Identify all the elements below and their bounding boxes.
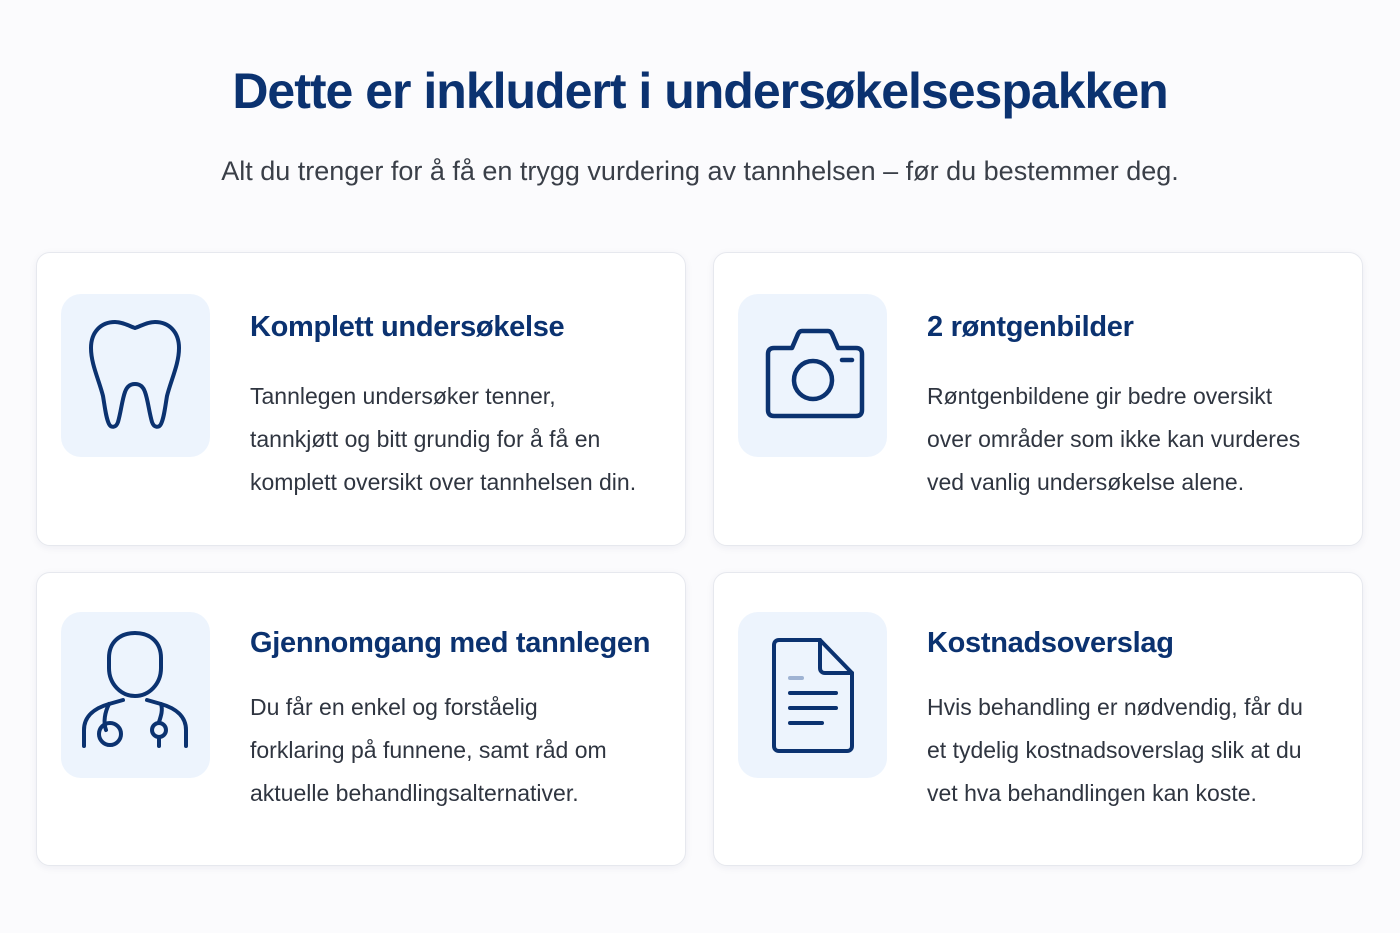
- card-description-line: ved vanlig undersøkelse alene.: [927, 469, 1245, 495]
- card-description-line: Hvis behandling er nødvendig, får du: [927, 694, 1303, 720]
- card-description-line: et tydelig kostnadsoverslag slik at du: [927, 737, 1302, 763]
- feature-card-review: [36, 572, 686, 866]
- card-title: Gjennomgang med tannlegen: [250, 627, 651, 659]
- card-title: 2 røntgenbilder: [927, 311, 1134, 343]
- card-description-line: tannkjøtt og bitt grundig for å få en: [250, 426, 601, 452]
- card-description-line: aktuelle behandlingsalternativer.: [250, 780, 579, 806]
- card-description-line: Tannlegen undersøker tenner,: [250, 383, 556, 409]
- feature-card-xray: [713, 252, 1363, 546]
- card-description-line: komplett oversikt over tannhelsen din.: [250, 469, 637, 495]
- card-description-line: forklaring på funnene, samt råd om: [250, 737, 607, 763]
- card-description-line: vet hva behandlingen kan koste.: [927, 780, 1257, 806]
- feature-card-cost-estimate: [713, 572, 1363, 866]
- card-title: Komplett undersøkelse: [250, 311, 565, 343]
- card-description-line: Du får en enkel og forståelig: [250, 694, 538, 720]
- feature-card-examination: [36, 252, 686, 546]
- doctor-icon: [61, 612, 210, 778]
- tooth-icon: [61, 294, 210, 457]
- document-icon: [738, 612, 887, 778]
- card-description: [927, 686, 1357, 815]
- card-title: Kostnadsoverslag: [927, 627, 1174, 659]
- card-description-line: Røntgenbildene gir bedre oversikt: [927, 383, 1273, 409]
- card-description: [250, 686, 680, 815]
- card-description-line: over områder som ikke kan vurderes: [927, 426, 1301, 452]
- page-subtitle: Alt du trenger for å få en trygg vurdering av tannhelsen – før du bestemmer deg.: [221, 156, 1179, 186]
- card-description: [250, 375, 680, 504]
- camera-icon: [738, 294, 887, 457]
- page-title: Dette er inkludert i undersøkelsespakken: [232, 63, 1168, 119]
- card-description: [927, 375, 1357, 504]
